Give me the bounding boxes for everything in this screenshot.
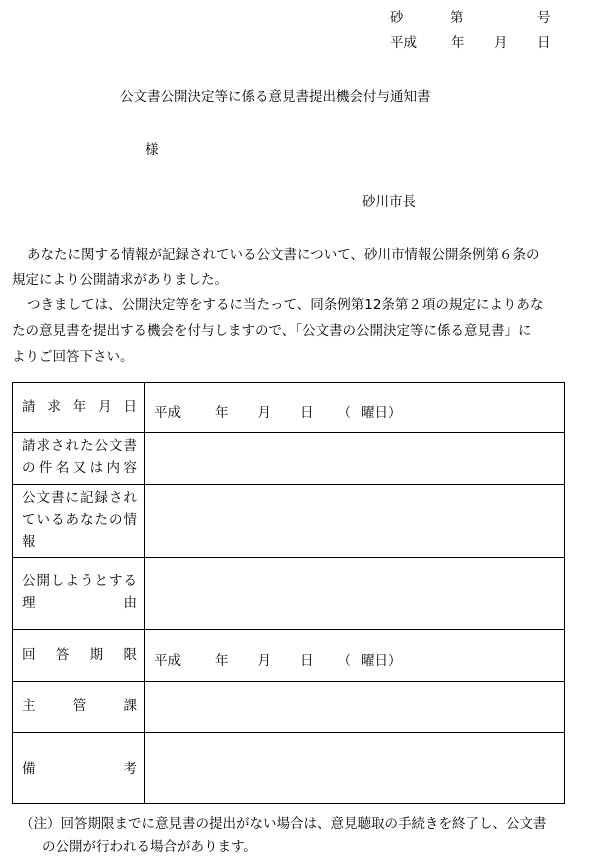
row-divider: [13, 629, 564, 630]
label-char: 録: [94, 490, 108, 506]
label-char: 課: [123, 698, 137, 714]
row-divider: [13, 484, 564, 485]
label-char: て: [22, 512, 36, 528]
label-char: な: [80, 512, 94, 528]
era-text: 平成: [154, 405, 181, 421]
paren-open: （: [337, 405, 351, 421]
value-request-date: [154, 401, 402, 421]
row-divider: [13, 432, 564, 433]
label-char: 備: [22, 761, 36, 777]
value-reply-deadline: [154, 649, 402, 669]
label-char: す: [109, 573, 123, 589]
label-char: 公: [22, 490, 36, 506]
date-day: 日: [537, 35, 551, 51]
label-char: 開: [36, 573, 50, 589]
body-p2-line2: たの意見書を提出する機会を付与しますので、「公文書の公開決定等に係る意見書」に: [12, 323, 532, 339]
weekday-text: 曜日）: [361, 653, 402, 669]
label-char: 件: [38, 460, 53, 476]
label-char: さ: [109, 490, 123, 506]
label-char: 公: [94, 438, 108, 454]
label-disclosure-reason: [22, 570, 137, 614]
doc-number-go: 号: [537, 10, 551, 26]
date-year: 年: [451, 35, 465, 51]
label-char: 月: [98, 399, 112, 415]
label-char: 限: [123, 647, 137, 663]
label-char: 考: [123, 761, 137, 777]
label-char: 情: [123, 512, 137, 528]
label-char: あ: [65, 512, 79, 528]
label-char: 内: [106, 460, 121, 476]
label-char: た: [94, 512, 108, 528]
month-text: 月: [257, 405, 271, 421]
label-char: 主: [22, 698, 36, 714]
label-char: れ: [123, 490, 137, 506]
label-char: 由: [123, 595, 137, 611]
label-managing-section: [22, 695, 137, 717]
label-char: れ: [65, 438, 79, 454]
label-char: に: [65, 490, 79, 506]
label-char: さ: [51, 438, 65, 454]
label-char: し: [51, 573, 65, 589]
label-char: 書: [123, 438, 137, 454]
year-text: 年: [215, 405, 229, 421]
label-char: 答: [55, 647, 70, 663]
label-char: 求: [36, 438, 50, 454]
weekday-text: 曜日）: [361, 405, 402, 421]
label-line: [22, 457, 137, 479]
label-remarks: [22, 758, 137, 780]
label-char: る: [123, 573, 137, 589]
date-era: 平成: [390, 35, 417, 51]
label-char: 文: [36, 490, 50, 506]
year-text: 年: [215, 653, 229, 669]
label-document-subject: [22, 435, 137, 479]
body-p2-line1: つきましては、公開決定等をするに当たって、同条例第12条第２項の規定によりあな: [27, 297, 544, 313]
info-table: [12, 382, 565, 804]
label-char: た: [80, 438, 94, 454]
body-p1-line1: あなたに関する情報が記録されている公文書について、砂川市情報公開条例第６条の: [27, 247, 540, 263]
label-char: 管: [72, 698, 87, 714]
label-char: 請: [22, 399, 36, 415]
label-line: [22, 487, 137, 509]
label-char: 日: [123, 399, 137, 415]
paren-open: （: [337, 653, 351, 669]
body-p2-line3: よりご回答下さい。: [12, 349, 134, 365]
label-char: 又: [72, 460, 87, 476]
label-char: 記: [80, 490, 94, 506]
month-text: 月: [257, 653, 271, 669]
label-char: よ: [65, 573, 79, 589]
label-char: 名: [55, 460, 70, 476]
label-line: 報: [22, 534, 36, 550]
label-line: [22, 435, 137, 457]
label-char: の: [109, 512, 123, 528]
label-char: 回: [22, 647, 36, 663]
label-char: 理: [22, 595, 36, 611]
day-text: 日: [300, 653, 314, 669]
row-divider: [13, 681, 564, 682]
label-char: 請: [22, 438, 36, 454]
label-char: の: [22, 460, 36, 476]
label-line: [22, 509, 137, 531]
label-char: 文: [109, 438, 123, 454]
label-char: う: [80, 573, 94, 589]
label-reply-deadline: [22, 644, 137, 666]
label-char: 書: [51, 490, 65, 506]
label-char: 容: [123, 460, 137, 476]
day-text: 日: [300, 405, 314, 421]
label-char: 年: [72, 399, 87, 415]
label-char: 求: [47, 399, 61, 415]
label-char: る: [51, 512, 65, 528]
label-line: [22, 570, 137, 592]
label-line: [22, 592, 137, 614]
label-char: と: [94, 573, 108, 589]
body-p1-line2: 規定により公開請求がありました。: [12, 272, 228, 288]
label-char: 公: [22, 573, 36, 589]
label-char: は: [89, 460, 104, 476]
label-request-date: [22, 396, 137, 418]
era-text: 平成: [154, 653, 181, 669]
row-divider: [13, 557, 564, 558]
note-line2: の公開が行われる場合があります。: [42, 839, 257, 855]
addressee-suffix: 様: [145, 142, 159, 158]
row-divider: [13, 732, 564, 733]
note-line1: （注）回答期限までに意見書の提出がない場合は、意見聴取の手続きを終了し、公文書: [20, 816, 547, 832]
label-recorded-info: [22, 487, 137, 553]
document-title: 公文書公開決定等に係る意見書提出機会付与通知書: [120, 89, 431, 105]
doc-number-dai: 第: [450, 10, 464, 26]
sender-name: 砂川市長: [362, 194, 416, 210]
doc-number-prefix: 砂: [390, 10, 404, 26]
label-char: い: [36, 512, 50, 528]
date-month: 月: [494, 35, 508, 51]
label-char: 期: [89, 647, 104, 663]
table-column-divider: [144, 383, 145, 803]
